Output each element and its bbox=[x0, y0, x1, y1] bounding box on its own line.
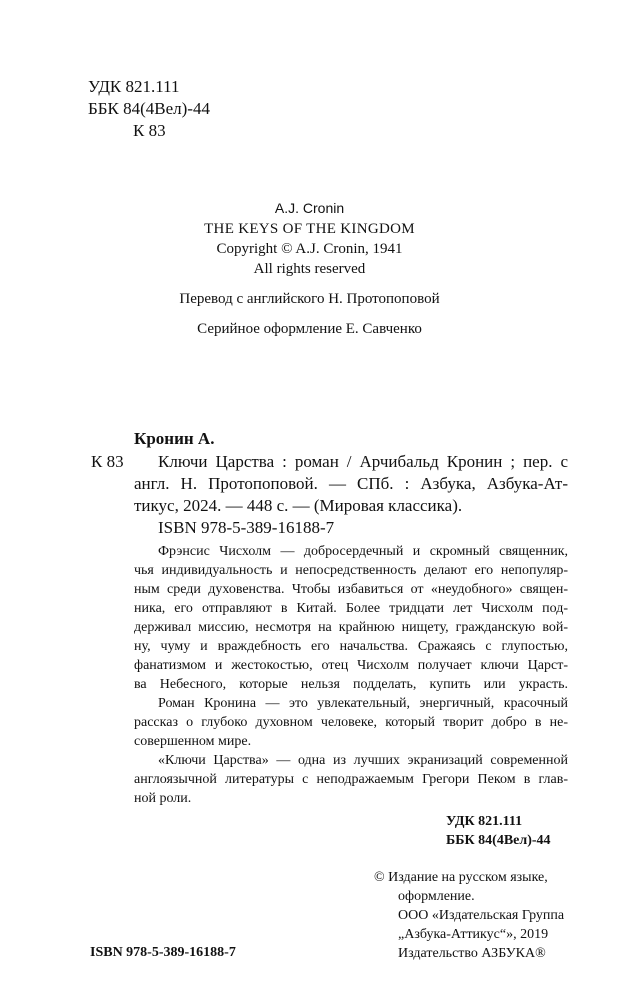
bib-line: англ. Н. Протопоповой. — СПб. : Азбука, Азбука-Ат- bbox=[134, 474, 568, 493]
translator-credit: Перевод с английского Н. Протопоповой bbox=[179, 291, 440, 307]
annotation-line: совершенном мире. bbox=[134, 734, 252, 749]
annotation-line: держивал миссию, несмотря на крайнюю нищету, гражданскую вой- bbox=[134, 620, 568, 635]
footer-isbn: ISBN 978-5-389-16188-7 bbox=[90, 945, 236, 960]
design-credit: Серийное оформление Е. Савченко bbox=[197, 321, 422, 337]
annotation-line: ва Небесного, которые нельзя подделать, купить или украсть. bbox=[134, 677, 568, 692]
copyright-line: оформление. bbox=[398, 889, 475, 904]
copyright-line: Издательство АЗБУКА® bbox=[398, 946, 546, 961]
annotation-line: фанатизмом и жестокостью, отец Чисхолм получает ключи Царст- bbox=[134, 658, 568, 673]
annotation-line: ника, его отправляют в Китай. Более тридцати лет Чисхолм под- bbox=[134, 601, 568, 616]
annotation-line: ным среди духовенства. Чтобы избавиться от «неудобного» священ- bbox=[134, 582, 568, 597]
annotation-line: Роман Кронина — это увлекательный, энергичный, красочный bbox=[158, 696, 568, 711]
catalog-isbn: ISBN 978-5-389-16188-7 bbox=[158, 518, 335, 537]
bib-line: Ключи Царства : роман / Арчибальд Кронин ; пер. с bbox=[158, 452, 568, 471]
author-mark: К 83 bbox=[133, 121, 166, 140]
catalog-mark: К 83 bbox=[91, 452, 124, 471]
catalog-author-heading: Кронин А. bbox=[134, 429, 215, 448]
annotation-line: «Ключи Царства» — одна из лучших экранизаций современной bbox=[158, 753, 568, 768]
annotation-line: чья индивидуальность и непосредственность делают его непопуляр- bbox=[134, 563, 568, 578]
copyright-line: ООО «Издательская Группа bbox=[398, 908, 565, 923]
copyright-line: „Азбука-Аттикус“», 2019 bbox=[398, 927, 549, 942]
catalog-udk: УДК 821.111 bbox=[446, 814, 523, 829]
annotation-line: англоязычной литературы с неподражаемым Грегори Пеком в глав- bbox=[134, 772, 568, 787]
annotation-line: рассказ о глубоко духовном человеке, который творит добро в не- bbox=[134, 715, 568, 730]
annotation-line: Фрэнсис Чисхолм — добросердечный и скромный священник, bbox=[158, 544, 568, 559]
copyright-line: © Издание на русском языке, bbox=[374, 870, 548, 885]
original-copyright: Copyright © A.J. Cronin, 1941 bbox=[216, 241, 403, 257]
original-title: THE KEYS OF THE KINGDOM bbox=[204, 221, 415, 237]
rights-reserved: All rights reserved bbox=[253, 261, 366, 277]
bbk-code: ББК 84(4Вел)-44 bbox=[88, 99, 210, 118]
original-author: A.J. Cronin bbox=[274, 200, 345, 216]
bib-line: тикус, 2024. — 448 с. — (Мировая классика). bbox=[134, 496, 463, 515]
udk-code: УДК 821.111 bbox=[88, 77, 180, 96]
catalog-bbk: ББК 84(4Вел)-44 bbox=[446, 833, 551, 848]
annotation-line: ну, чуму и враждебность его начальства. Сражаясь с глупостью, bbox=[134, 639, 568, 654]
annotation-line: ной роли. bbox=[134, 791, 192, 806]
